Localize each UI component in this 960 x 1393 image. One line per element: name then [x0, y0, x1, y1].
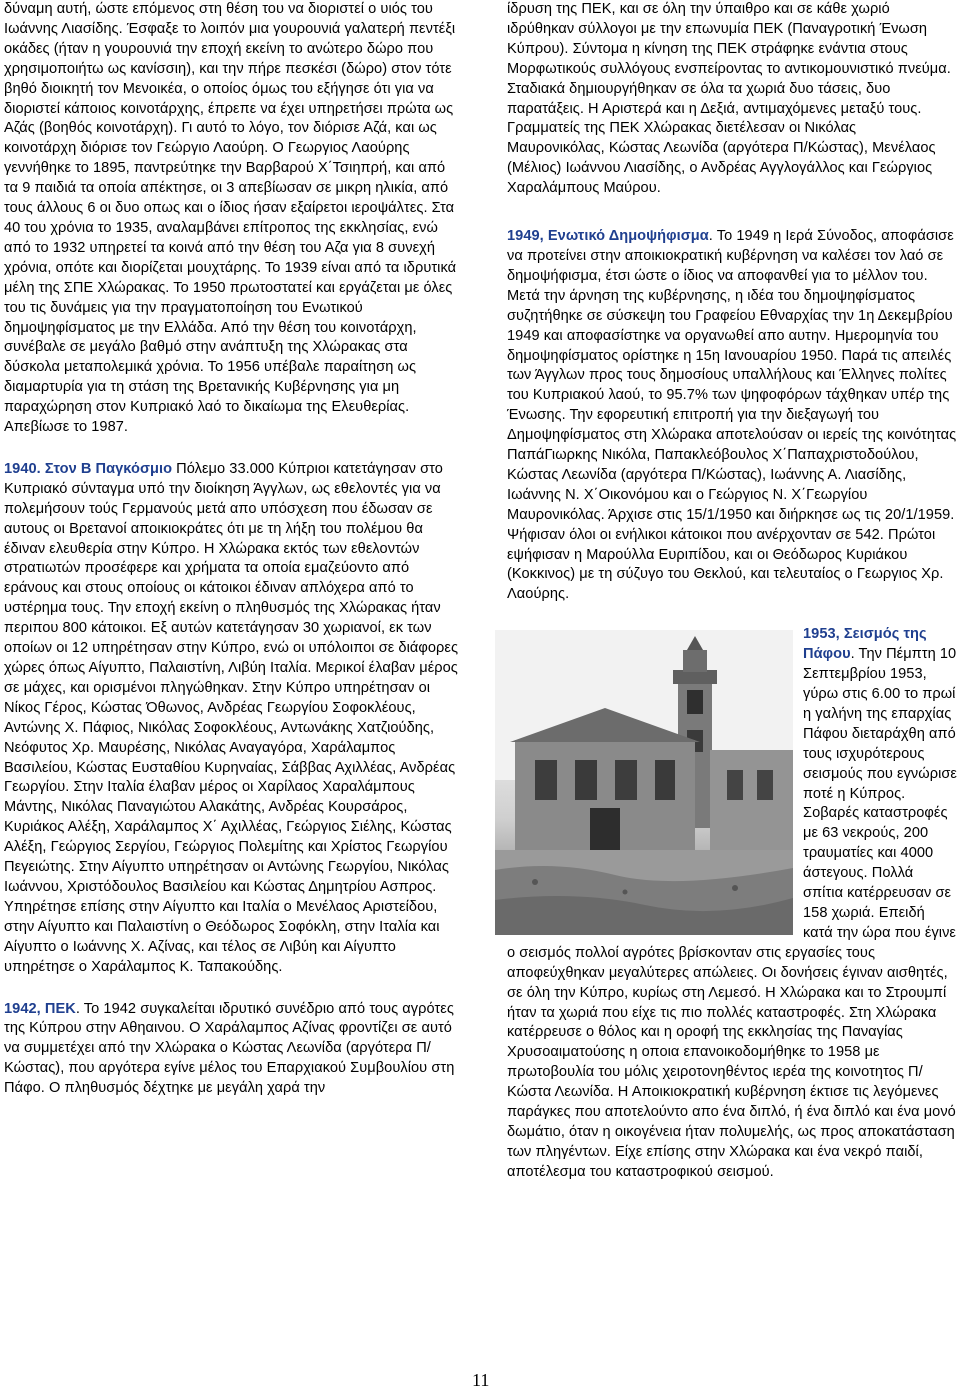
ww2-body: Πόλεμο 33.000 Κύπριοι κατετάγησαν στο Κυπριακό σύνταγμα υπό την διοίκηση Άγγλων, ως εθελοντές για να πολεμήσουν τούς Γερμανούς μετά απο υπόσχεση που έδωσαν σε αυτους οι Βρετανοί αποικιοκράτες ότι με τη λήξη του πολέμου θα έδιναν ελευθερία στην Κύπρο. Η Χλώρακα εκτός των εθελοντών στρατιωτών προσέφερε και χρήματα τα οποία εμαζεύοντο από εράνους και στους οποίους οι κάτοικοι έδιναν απλόχερα από το υστέρημα τους. Την εποχή εκείνη ο πληθυσμός της Χλώρακας ήταν περιπου 800 κάτοικοι. Εξ αυτών κατετάγησαν 30 χωριανοί, εκ των οποίων οι 12 υπηρέτησαν στην Κύπρο, ενώ οι υπόλοιποι σε διάφορες χώρες όπως Αίγυπτο, Παλαιστίνη, Λιβύη Ιταλία. Μερικοί έλαβαν μέρος σε μάχες, και ορισμένοι πληγώθηκαν. Στην Κύπρο υπηρέτησαν οι Νίκος Γέρος, Κώστας Όθωνος, Ανδρέας Γεωργίου Σοφοκλέους, Αντώνης Χ. Πάφιος, Νικόλας Σοφοκλέους, Αντωνάκης Χατζιούδης, Νεόφυτος Χρ. Μαυρέσης, Νικόλας Αναγαγόρα, Χαράλαμπος Βασιλείου, Κώστας Ευσταθίου Κυρηναίας, Σάββας Αχιλλέας, Ανδρέας Γεωργίου. Στην Ιταλία έλαβαν μέρος οι Χαρίλαος Χαραλάμπους Μάντης, Νικόλας Παναγιώτου Αλακάτης, Ανδρέας Κουρσάρος, Κυριάκος Αλέξη, Χαράλαμπος Χ΄ Αχιλλέας, Γεώργιος Σιέλης, Κώστας Αλέξη, Γεώργιος Σεργίου, Γεώργιος Πολεμίτης και Χρίστος Γεωργίου Πεγειώτης. Στην Αίγυπτο υπηρέτησαν οι Αντώνης Γεωργίου, Νικόλας Ιωάννου, Χριστόδουλος Βασιλείου και Κώστας Δημητρίου Ασπρος. Υπηρέτησε επίσης στην Αίγυπτο και Ιταλία ο Μενέλαος Αριστείδου, στην Αίγυπτο και Παλαιστίνη ο Θεόδωρος Σοφόκλη, στην Ιταλία και Αίγυπτο ο Ιωάννης Χ. Αζίνας, και τέλος σε Λιβύη και Αίγυπτο υπηρέτησε ο Χαράλαμπος Κ. Ταπακούδης.	[4, 460, 459, 975]
heading-1942-pek: 1942, ΠΕΚ	[4, 1000, 76, 1017]
paragraph-ww2	[4, 460, 462, 978]
paragraph-referendum	[507, 227, 957, 605]
page-number: 11	[472, 1370, 490, 1390]
referendum-body: . Το 1949 η Ιερά Σύνοδος, αποφάσισε να προτείνει στην αποικιοκρατική κυβέρνηση να καλέσει τον λαό σε δημοψήφισμα, έτσι ώστε ο ίδιος να αποφανθεί για το μέλλον του. Μετά την άρνηση της κυβέρνησης, η ιδέα του δημοψηφίσματος συζητήθηκε σε σύσκεψη του Γραφείου Εθναρχίας την 1η Δεκεμβρίου 1949 και αποφασίστηκε να οργανωθεί απο αυτην. Ημερομηνία του δημοψηφίσματος ορίστηκε η 15η Ιανουαρίου 1950. Παρά τις απειλές των Άγγλων προς τους δημοσίους υπαλλήλους και Έλληνες πολίτες του Κυπριακού λαού, το 95.7% των ψηφοφόρων τάχθηκαν υπέρ της Ένωσης. Την εφορευτική επιτροπή για την διεξαγωγή του Δημοψηφίσματος στη Χλώρακα αποτελούσαν οι ιερείς της κοινότητας ΠαπάΓιωρκης Νικόλα, Παπακλεόβουλος Χ΄Παπαχριστοδούλου, Κώστας Λεωνίδα (αργότερα Π/Κώστας), Ιωάννης Α. Λιασίδης, Ιωάννης Ν. Χ΄Οικονόμου και ο Γεώργιος Ν. Χ΄Γεωργίου Μαυρονικόλας. Άρχισε στις 15/1/1950 και διήρκησε ως τις 20/1/1959. Ψήφισαν όλοι οι ενήλικοι κάτοικοι που ανέρχονταν σε 542. Πρώτοι εψήφισαν η Μαρούλλα Ευριπίδου, και οι Θεόδωρος Κυριάκου (Κοκκινος) με τη σύζυγο του Θεκλού, και τελευταίος ο Γεωργιος Χρ. Λαούρης.	[507, 228, 957, 603]
heading-ww2-title: Στον Β Παγκόσμιο	[40, 460, 173, 477]
paragraph-gap	[4, 438, 462, 460]
paragraph-pek	[4, 1000, 462, 1100]
earthquake-section	[507, 625, 957, 1182]
paragraph-pek-continued: ίδρυση της ΠΕΚ, και σε όλη την ύπαιθρο και σε κάθε χωριό ιδρύθηκαν σύλλογοι με την επωνυμία ΠΕΚ (Παναγροτική Ένωση Κύπρου). Σύντομα η κίνηση της ΠΕΚ στράφηκε ενάντια στους Μορφωτικούς συλλόγους ενσπείροντας το αντικομουνιστικό πνεύμα. Σταδιακά δημιουργήθηκαν σε όλα τα χωριά δυο τάσεις, δυο παρατάξεις. Η Αριστερά και η Δεξιά, αντιμαχόμενες μεταξύ τους. Γραμματείς της ΠΕΚ Χλώρακας διετέλεσαν οι Νικόλας Μαυρονικόλας, Κώστας Λεωνίδα (αργότερα Π/Κώστας), Μενέλαος (Μέλιος) Ιωάννου Λιασίδης, ο Ανδρέας Αγγλογάλλος και Γεώργιος Χαραλάμπους Μαύρου.	[507, 1, 951, 197]
pek-body: . Το 1942 συγκαλείται ιδρυτικό συνέδριο από τους αγρότες της Κύπρου στην Αθηαινου. Ο Χαράλαμπος Αζίνας φροντίζει σε αυτό να συμμετέχει από την Χλώρακα ο Κώστας Λεωνίδα (αργότερα Π/Κώστας), που αργότερα εγίνε μέλος του Επαρχιακού Συμβουλίου στη Πάφο. Ο πληθυσμός δέχτηκε με μεγάλη χαρά την	[4, 1000, 455, 1097]
paragraph-gap	[507, 199, 957, 227]
heading-1949-referendum: 1949, Ενωτικό Δημοψήφισμα	[507, 228, 709, 245]
heading-1940-year: 1940.	[4, 460, 41, 477]
paragraph-laouris-biography: δύναμη αυτή, ώστε επόμενος στη θέση του να διοριστεί ο υιός του Ιωάννης Λιασίδης. Έσφαξε το λοιπόν μια γουρουνιά γαλατερή πεντέξι οκάδες (ήταν η γουρουνιά την εποχή εκείνη το ανώτερο δώρο που χρησιμοποιήτω ως κανίσσιη), και την πήρε πεσκέσι (δώρο) στον τότε βηθό διοικητή τον Μενοικέα, ο οποίος όμως του εξήγησε ότι για να διοριστεί κάποιος κοινοτάρχης, έπρεπε να έχει υπηρετήσει πρώτα ως Αζάς (βοηθός κοινοτάρχη). Γι αυτό το λόγο, τον διόρισε Αζά, και ως κοινοτάρχη διόρισε τον Γεώργιο Λαούρη. Ο Γεωργιος Λαούρης γεννήθηκε το 1895, παντρεύτηκε την Βαρβαρού Χ΄Τσιηπρή, και από τα 9 παιδιά τα οποία απέκτησε, οι 3 απεβίωσαν σε μικρη ηλικία, από τους άλλους 6 οι δυο οπως και ο ίδιος ήσαν εξαίρετοι ιεροψάλτες. Στα 40 του χρόνια το 1935, αναλαμβάνει επίτροπος της εκκλησίας, ενώ από το 1932 υπηρετεί τα κοινά από την θέση του Αζα για 8 συνεχή χρόνια, οπότε και διορίζεται μουχτάρης. Το 1939 είναι από τα ιδρυτικά μέλη της ΣΠΕ Χλώρακας. Το 1950 πρωτοστατεί και εργάζεται με όλες του τις δυνάμεις για την πραγματοποίηση του Ενωτικού δημοψηφίσματος με την Ελλάδα. Από την θέση του κοινοτάρχη, συνέβαλε σε μεγάλο βαθμό στην ανάπτυξη της Χλώρακας στα δύσκολα μεταπολεμικά χρόνια. Το 1956 υπέβαλε παραίτηση ως διαμαρτυρία για τη στάση της Βρετανικής Κυβέρνησης για μη παραχώρηση στον Κυπριακό λαό το δικαίωμα της Ελευθερίας. Απεβίωσε το 1987.	[4, 1, 457, 436]
right-column	[507, 0, 957, 1183]
left-column	[4, 0, 462, 1099]
church-photo	[495, 630, 793, 935]
paragraph-gap	[4, 978, 462, 1000]
heading-1953-earthquake: 1953, Σεισμός της Πάφου	[803, 626, 927, 663]
paragraph-gap	[507, 605, 957, 625]
church-illustration	[495, 630, 793, 935]
earthquake-body: . Την Πέμπτη 10 Σεπτεμβρίου 1953, γύρω στις 6.00 το πρωί η γαλήνη της επαρχίας Πάφου διεταράχθη από τους ισχυρότερους σεισμούς που εγνώρισε ποτέ η Κύπρος. Σοβαρές καταστροφές με 63 νεκρούς, 200 τραυματίες και 4000 άστεγους. Πολλά σπίτια κατέρρευσαν σε 158 χωριά. Επειδή κατά την ώρα που έγινε ο σεισμός πολλοί αγρότες βρίσκονταν στις εργασίες τους αποφεύχθηκαν μεγαλύτερες απώλειες. Οι δονήσεις έγιναν αισθητές, σε όλη την Κύπρο, κυρίως στη Λεμεσό. Η Χλώρακα και το Στρουμπί ήταν τα χωριά που είχε τις πιο πολλές καταστροφές. Στη Χλώρακα κατέρρευσε ο θόλος και η οροφή της εκκλησίας της Παναγίας Χρυσοαιματούσης η οποια επανοικοδομήθηκε το 1958 με πρωτοβουλία του μόλις χειροτονηθέντος ιερέα της κοινοτητος Π/Κώστα Λεωνίδα. Η Αποικιοκρατική κυβέρνηση έκτισε τις λεγόμενες παράγκες που αποτελούντο απο ένα διπλό, ή ένα διπλό και ένα μονό δωμάτιο, όταν η οικογένεια ήταν πολυμελής, ως προς αποκατάσταση των πληγέντων. Είχε επίσης στην Χλώρακα και ένα νεκρό παιδί, αποτέλεσμα του καταστροφικού σεισμού.	[507, 646, 957, 1180]
